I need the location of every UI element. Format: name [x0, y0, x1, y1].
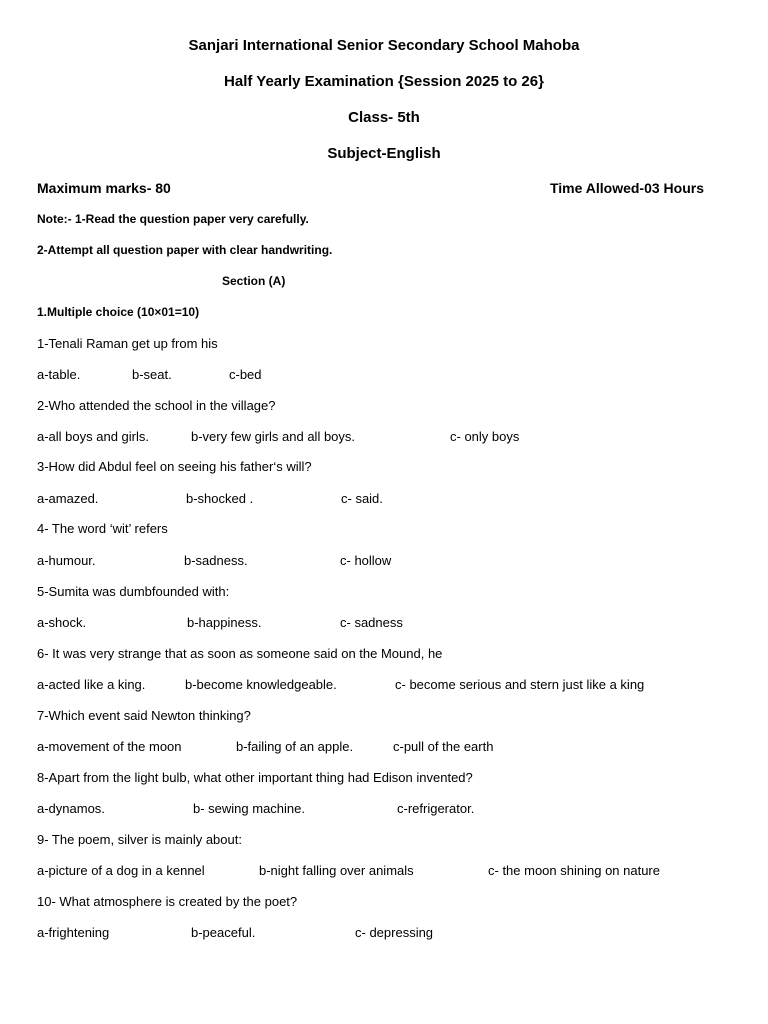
question-5: 5-Sumita was dumbfounded with: [37, 584, 230, 599]
q3-option-b: b-shocked . [186, 491, 254, 506]
exam-title: Half Yearly Examination {Session 2025 to 26} [224, 73, 544, 90]
q9-option-c: c- the moon shining on nature [488, 863, 660, 878]
q1-option-b: b-seat. [132, 367, 172, 382]
question-8: 8-Apart from the light bulb, what other important thing had Edison invented? [37, 770, 473, 785]
q9-option-a: a-picture of a dog in a kennel [37, 863, 205, 878]
q5-option-b: b-happiness. [187, 615, 262, 630]
q2-option-c: c- only boys [450, 429, 520, 444]
question-2: 2-Who attended the school in the village? [37, 398, 276, 413]
question-3: 3-How did Abdul feel on seeing his father‘s will? [37, 459, 312, 474]
note-2: 2-Attempt all question paper with clear handwriting. [37, 243, 333, 257]
q4-option-c: c- hollow [340, 553, 392, 568]
time-allowed: Time Allowed-03 Hours [549, 180, 704, 196]
subject-label: Subject-English [327, 145, 441, 162]
maximum-marks: Maximum marks- 80 [37, 180, 171, 196]
q6-option-b: b-become knowledgeable. [185, 677, 337, 692]
q7-option-b: b-failing of an apple. [236, 739, 354, 754]
question-4: 4- The word ‘wit’ refers [37, 521, 168, 536]
q6-option-a: a-acted like a king. [37, 677, 146, 692]
q1-option-c: c-bed [229, 367, 262, 382]
class-label: Class- 5th [348, 109, 420, 126]
q10-option-c: c- depressing [355, 925, 434, 940]
question-7: 7-Which event said Newton thinking? [37, 708, 251, 723]
q5-option-c: c- sadness [340, 615, 403, 630]
q5-option-a: a-shock. [37, 615, 87, 630]
q4-option-a: a-humour. [37, 553, 96, 568]
mcq-heading: 1.Multiple choice (10×01=10) [37, 305, 200, 319]
section-heading: Section (A) [222, 274, 286, 288]
question-9: 9- The poem, silver is mainly about: [37, 832, 242, 847]
q1-option-a: a-table. [37, 367, 81, 382]
question-10: 10- What atmosphere is created by the poet? [37, 894, 298, 909]
school-name: Sanjari International Senior Secondary School Mahoba [188, 37, 580, 54]
question-1: 1-Tenali Raman get up from his [37, 336, 218, 351]
q10-option-a: a-frightening [37, 925, 110, 940]
q6-option-c: c- become serious and stern just like a king [395, 677, 645, 692]
q8-option-b: b- sewing machine. [193, 801, 305, 816]
note-1: Note:- 1-Read the question paper very carefully. [37, 212, 309, 226]
q2-option-b: b-very few girls and all boys. [191, 429, 356, 444]
question-6: 6- It was very strange that as soon as someone said on the Mound, he [37, 646, 443, 661]
q3-option-c: c- said. [341, 491, 383, 506]
q7-option-a: a-movement of the moon [37, 739, 182, 754]
q9-option-b: b-night falling over animals [259, 863, 414, 878]
q8-option-c: c-refrigerator. [397, 801, 475, 816]
q8-option-a: a-dynamos. [37, 801, 105, 816]
q3-option-a: a-amazed. [37, 491, 99, 506]
q7-option-c: c-pull of the earth [393, 739, 494, 754]
q10-option-b: b-peaceful. [191, 925, 256, 940]
q4-option-b: b-sadness. [184, 553, 248, 568]
q2-option-a: a-all boys and girls. [37, 429, 149, 444]
